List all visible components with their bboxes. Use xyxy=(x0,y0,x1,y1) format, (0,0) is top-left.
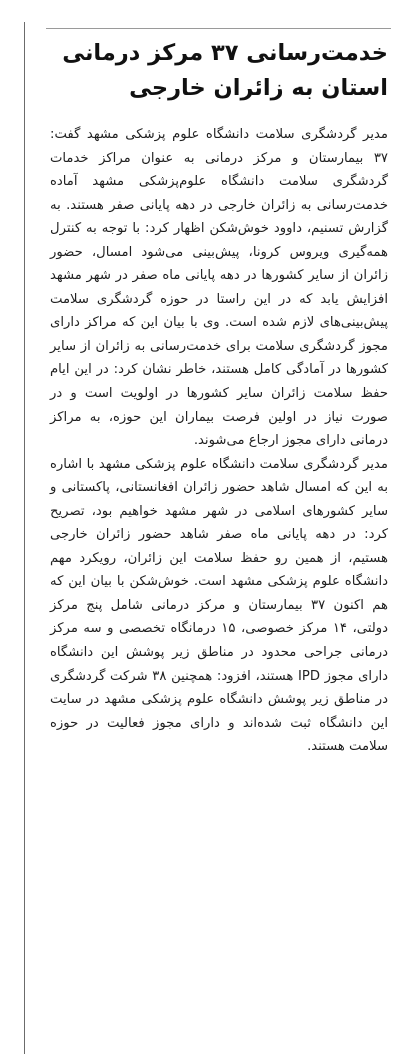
paragraph-2: مدیر گردشگری سلامت دانشگاه علوم پزشکی مشهد با اشاره به این که امسال شاهد حضور زائران افغانستانی، پاکستانی و سایر کشورهای اسلامی در شهر مشهد خواهیم بود، تصریح کرد: در دهه پایانی ماه صفر شاهد حضور زائران خارجی هستیم، از همین رو حفظ سلامت این زائران، رویکرد مهم دانشگاه علوم پزشکی مشهد است. خوش‌شکن با بیان این که هم اکنون ۳۷ بیمارستان و مرکز درمانی شامل پنج مرکز دولتی، ۱۴ مرکز خصوصی، ۱۵ درمانگاه تخصصی و سه مرکز درمانی جراحی محدود در مناطق زیر پوشش این دانشگاه دارای مجوز IPD هستند، افزود: همچنین ۳۸ شرکت گردشگری در مناطق زیر پوشش دانشگاه علوم پزشکی مشهد در سایت این دانشگاه ثبت شده‌اند و دارای مجوز فعالیت در حوزه سلامت هستند. xyxy=(50,456,389,755)
top-rule xyxy=(46,28,391,29)
headline: خدمت‌رسانی ۳۷ مرکز درمانی استان به زائران خارجی xyxy=(62,40,388,101)
paragraph-1: مدیر گردشگری سلامت دانشگاه علوم پزشکی مشهد گفت: ۳۷ بیمارستان و مرکز درمانی به عنوان مراکز خدمات گردشگری سلامت دانشگاه علوم‌پزشکی مشهد آماده خدمت‌رسانی به زائران خارجی در دهه پایانی صفر هستند. به گزارش تسنیم، داوود خوش‌شکن اظهار کرد: با توجه به کنترل همه‌گیری ویروس کرونا، پیش‌بینی می‌شود امسال، حضور زائران از سایر کشورها در دهه پایانی ماه صفر در شهر مشهد افزایش یابد که در این راستا در حوزه گردشگری سلامت پیش‌بینی‌های لازم شده است. وی با بیان این که مراکز دارای مجوز گردشگری سلامت برای خدمت‌رسانی به زائران از سایر کشورها در آمادگی کامل هستند، خاطر نشان کرد: در این ایام حفظ سلامت زائران سایر کشورها در اولویت است و در صورت نیاز در اولین فرصت بیماران این حوزه، به مراکز درمانی دارای مجوز ارجاع می‌شوند. xyxy=(50,127,388,449)
article-body xyxy=(50,123,388,759)
news-article xyxy=(50,36,388,759)
column-divider xyxy=(24,22,25,1054)
